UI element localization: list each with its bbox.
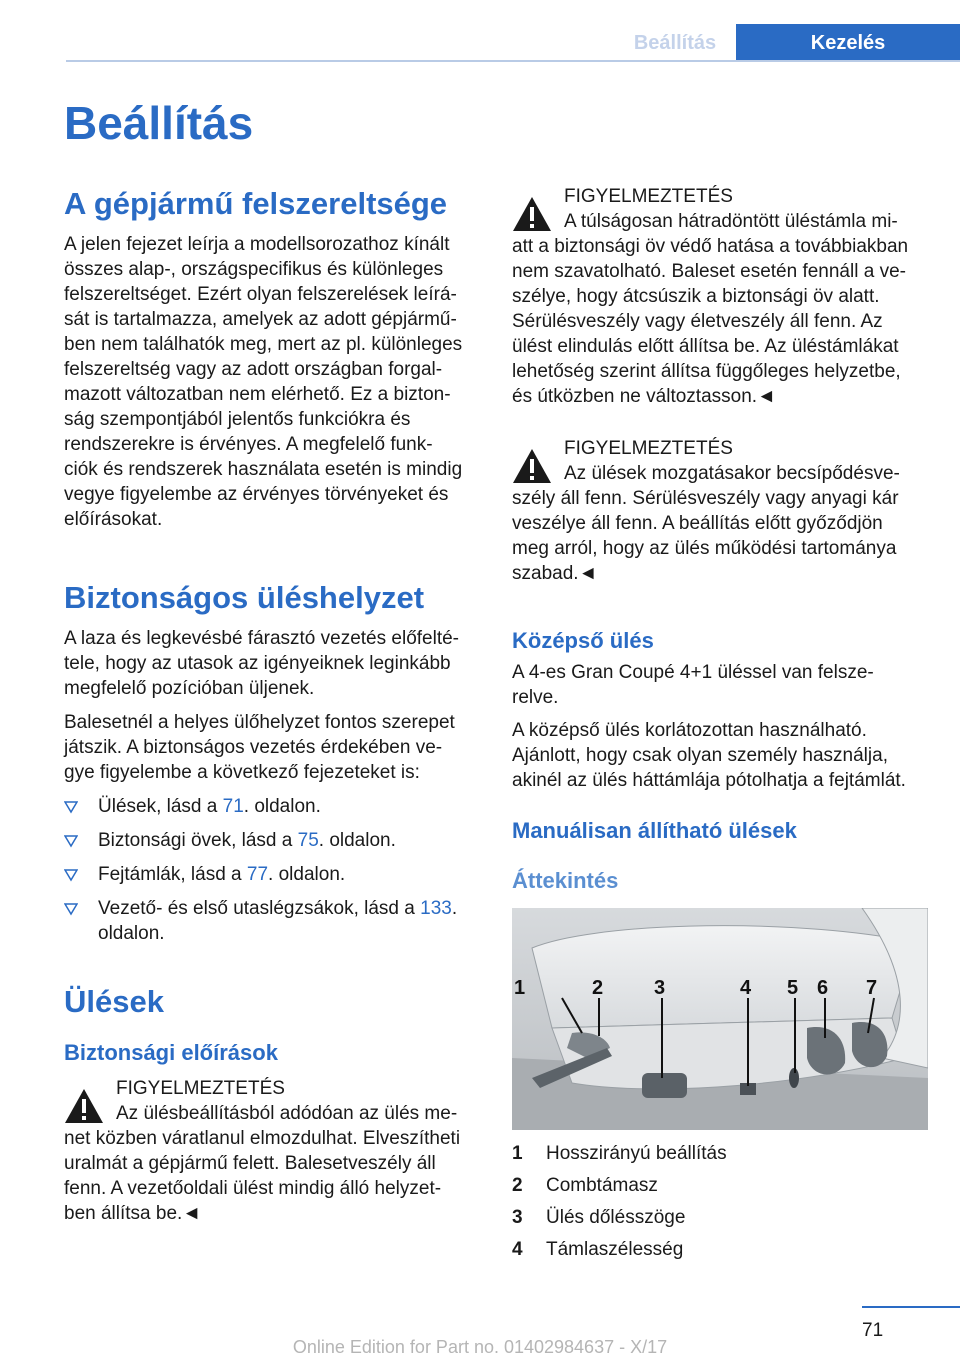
page-title: Beállítás [64, 97, 254, 149]
list-item-suffix: . [451, 898, 458, 919]
figure-callout: 1 [514, 977, 526, 999]
text-line: felszereltség vagy az adott országban forgal- [64, 359, 443, 380]
text-line: szélye, hogy átcsúszik a biztonsági öv alatt. [512, 286, 880, 307]
text-line: előírásokat. [64, 509, 163, 530]
section-title-seating: Biztonságos üléshelyzet [64, 580, 425, 615]
text-line: A középső ülés korlátozottan használható. [512, 720, 867, 741]
text-line: net közben váratlanul elmozdulhat. Elveszítheti [64, 1128, 461, 1149]
text-line: ság szempontjából jelentős funkciókra és [64, 409, 411, 430]
subsection-title-middle-seat: Középső ülés [512, 628, 654, 653]
list-item-continuation: oldalon. [98, 923, 165, 944]
legend-number: 4 [512, 1239, 523, 1260]
header-bar [0, 0, 960, 62]
text-line: ben nem találhatók meg, mert az pl. különleges [64, 334, 463, 355]
text-line: lehetőség szerint állítsa függőleges helyzetbe, [512, 361, 901, 382]
legend-label: Combtámasz [546, 1175, 658, 1196]
figure-callout: 6 [817, 977, 829, 999]
page-link-133[interactable]: 133 [420, 898, 452, 919]
figure-callout: 5 [787, 977, 799, 999]
list-item-suffix: . oldalon. [268, 864, 346, 885]
figure-callout: 3 [654, 977, 666, 999]
text-line: ciók és rendszerek használata esetén is mindig [64, 459, 463, 480]
section-title-equipment: A gépjármű felszereltsége [64, 186, 448, 221]
text-line: uralmát a gépjármű felett. Balesetveszély áll [64, 1153, 436, 1174]
text-line: ben állítsa be.◄ [64, 1203, 202, 1224]
subsection-title-manual-seats: Manuálisan állítható ülések [512, 818, 797, 843]
list-item-text: Ülések, lásd a [98, 796, 223, 817]
list-item [64, 794, 478, 828]
text-line: és útközben ne változtasson.◄ [512, 386, 776, 407]
warning-triangle-icon [512, 448, 552, 484]
warning-label: FIGYELMEZTETÉS [564, 186, 733, 207]
legend-number: 1 [512, 1143, 523, 1164]
text-line: megfelelő pozícióban üljenek. [64, 678, 315, 699]
text-line: gye figyelembe a következő fejezeteket is: [64, 762, 420, 783]
middle-seat-paragraph-2 [512, 718, 926, 793]
list-item-suffix: . oldalon. [318, 830, 396, 851]
text-line: nem szavatolható. Baleset esetén fennáll a ve- [512, 261, 906, 282]
text-line: ülést elindulás előtt állítsa be. Az üléstámlákat [512, 336, 899, 357]
reference-list [64, 794, 478, 946]
text-line: szély áll fenn. Sérülésveszély vagy anyagi kár [512, 488, 899, 509]
text-line: mazott változatban nem elérhető. Ez a bizton- [64, 384, 451, 405]
text-line: Az ülések mozgatásakor becsípődésve- [564, 463, 900, 484]
triangle-bullet-icon [64, 834, 78, 848]
warning-label: FIGYELMEZTETÉS [564, 438, 733, 459]
subsection-title-overview: Áttekintés [512, 868, 619, 893]
text-line: Balesetnél a helyes ülőhelyzet fontos szerepet [64, 712, 455, 733]
text-line: szabad.◄ [512, 563, 598, 584]
figure-legend [512, 1141, 926, 1269]
subsection-title-safety: Biztonsági előírások [64, 1040, 278, 1065]
text-line: A laza és legkevésbé fárasztó vezetés előfelté- [64, 628, 460, 649]
text-line: játszik. A biztonságos vezetés érdekében ve- [64, 737, 443, 758]
legend-item [512, 1141, 926, 1173]
text-line: tele, hogy az utasok az igényeiknek leginkább [64, 653, 451, 674]
text-line: vegye figyelembe az érvényes törvényeket és [64, 484, 449, 505]
legend-label: Támlaszélesség [546, 1239, 684, 1260]
warning-block [512, 436, 926, 586]
legend-number: 3 [512, 1207, 523, 1228]
list-item-text: Biztonsági övek, lásd a [98, 830, 298, 851]
text-line: relve. [512, 687, 559, 708]
equipment-paragraph [64, 232, 478, 532]
footer-edition: Online Edition for Part no. 01402984637 - X/17 [292, 1337, 668, 1357]
page-number-rule [862, 1306, 960, 1308]
seating-paragraph-2 [64, 710, 478, 785]
tab-kezeles[interactable]: Kezelés [736, 24, 960, 62]
triangle-bullet-icon [64, 800, 78, 814]
text-line: akinél az ülés háttámlája pótolhatja a fejtámlát. [512, 770, 906, 791]
legend-label: Hosszirányú beállítás [546, 1143, 727, 1164]
legend-item [512, 1173, 926, 1205]
text-line: A túlságosan hátradöntött üléstámla mi- [564, 211, 898, 232]
page-link-75[interactable]: 75 [297, 830, 319, 851]
list-item-text: Vezető- és első utaslégzsákok, lásd a [98, 898, 421, 919]
list-item [64, 896, 478, 946]
page-number: 71 [862, 1320, 884, 1341]
list-item [64, 828, 478, 862]
seat-illustration [512, 908, 928, 1130]
text-line: A jelen fejezet leírja a modellsorozathoz kínált [64, 234, 450, 255]
text-line: összes alap-, országspecifikus és különleges [64, 259, 444, 280]
list-item-text: Fejtámlák, lásd a [98, 864, 247, 885]
header-rule [66, 60, 960, 62]
page-link-77[interactable]: 77 [246, 864, 269, 885]
text-line: att a biztonsági öv védő hatása a továbbiakban [512, 236, 909, 257]
tab-beallitas[interactable]: Beállítás [633, 31, 717, 54]
text-line: rendszerekre is érvényes. A megfelelő funk- [64, 434, 433, 455]
list-item [64, 862, 478, 896]
text-line: Sérülésveszély vagy életveszély áll fenn. Az [512, 311, 883, 332]
text-line: felszereltséget. Ezért olyan felszerelések leírá- [64, 284, 457, 305]
text-line: sát is tartalmazza, amelyek az adott gépjármű- [64, 309, 457, 330]
triangle-bullet-icon [64, 868, 78, 882]
text-line: Az ülésbeállításból adódóan az ülés me- [116, 1103, 458, 1124]
text-line: A 4-es Gran Coupé 4+1 üléssel van felsze- [512, 662, 874, 683]
text-line: meg arról, hogy az ülés működési tartománya [512, 538, 897, 559]
warning-label: FIGYELMEZTETÉS [116, 1078, 285, 1099]
warning-triangle-icon [64, 1088, 104, 1124]
seat-controls-figure [512, 908, 928, 1130]
middle-seat-paragraph-1 [512, 660, 926, 710]
legend-item [512, 1237, 926, 1269]
text-line: Ajánlott, hogy csak olyan személy használja, [512, 745, 888, 766]
legend-item [512, 1205, 926, 1237]
legend-number: 2 [512, 1175, 523, 1196]
legend-label: Ülés dőlésszöge [546, 1207, 686, 1228]
page-link-71[interactable]: 71 [222, 796, 244, 817]
text-line: fenn. A vezetőoldali ülést mindig álló helyzet- [64, 1178, 442, 1199]
section-title-seats: Ülések [64, 984, 164, 1019]
figure-callout: 4 [740, 977, 752, 999]
text-line: veszélye áll fenn. A beállítás előtt győződjön [512, 513, 883, 534]
figure-callout: 2 [592, 977, 604, 999]
seating-paragraph-1 [64, 626, 478, 701]
figure-callout: 7 [866, 977, 878, 999]
triangle-bullet-icon [64, 902, 78, 916]
list-item-suffix: . oldalon. [243, 796, 321, 817]
warning-block [512, 184, 926, 409]
warning-triangle-icon [512, 196, 552, 232]
warning-block [64, 1076, 478, 1226]
